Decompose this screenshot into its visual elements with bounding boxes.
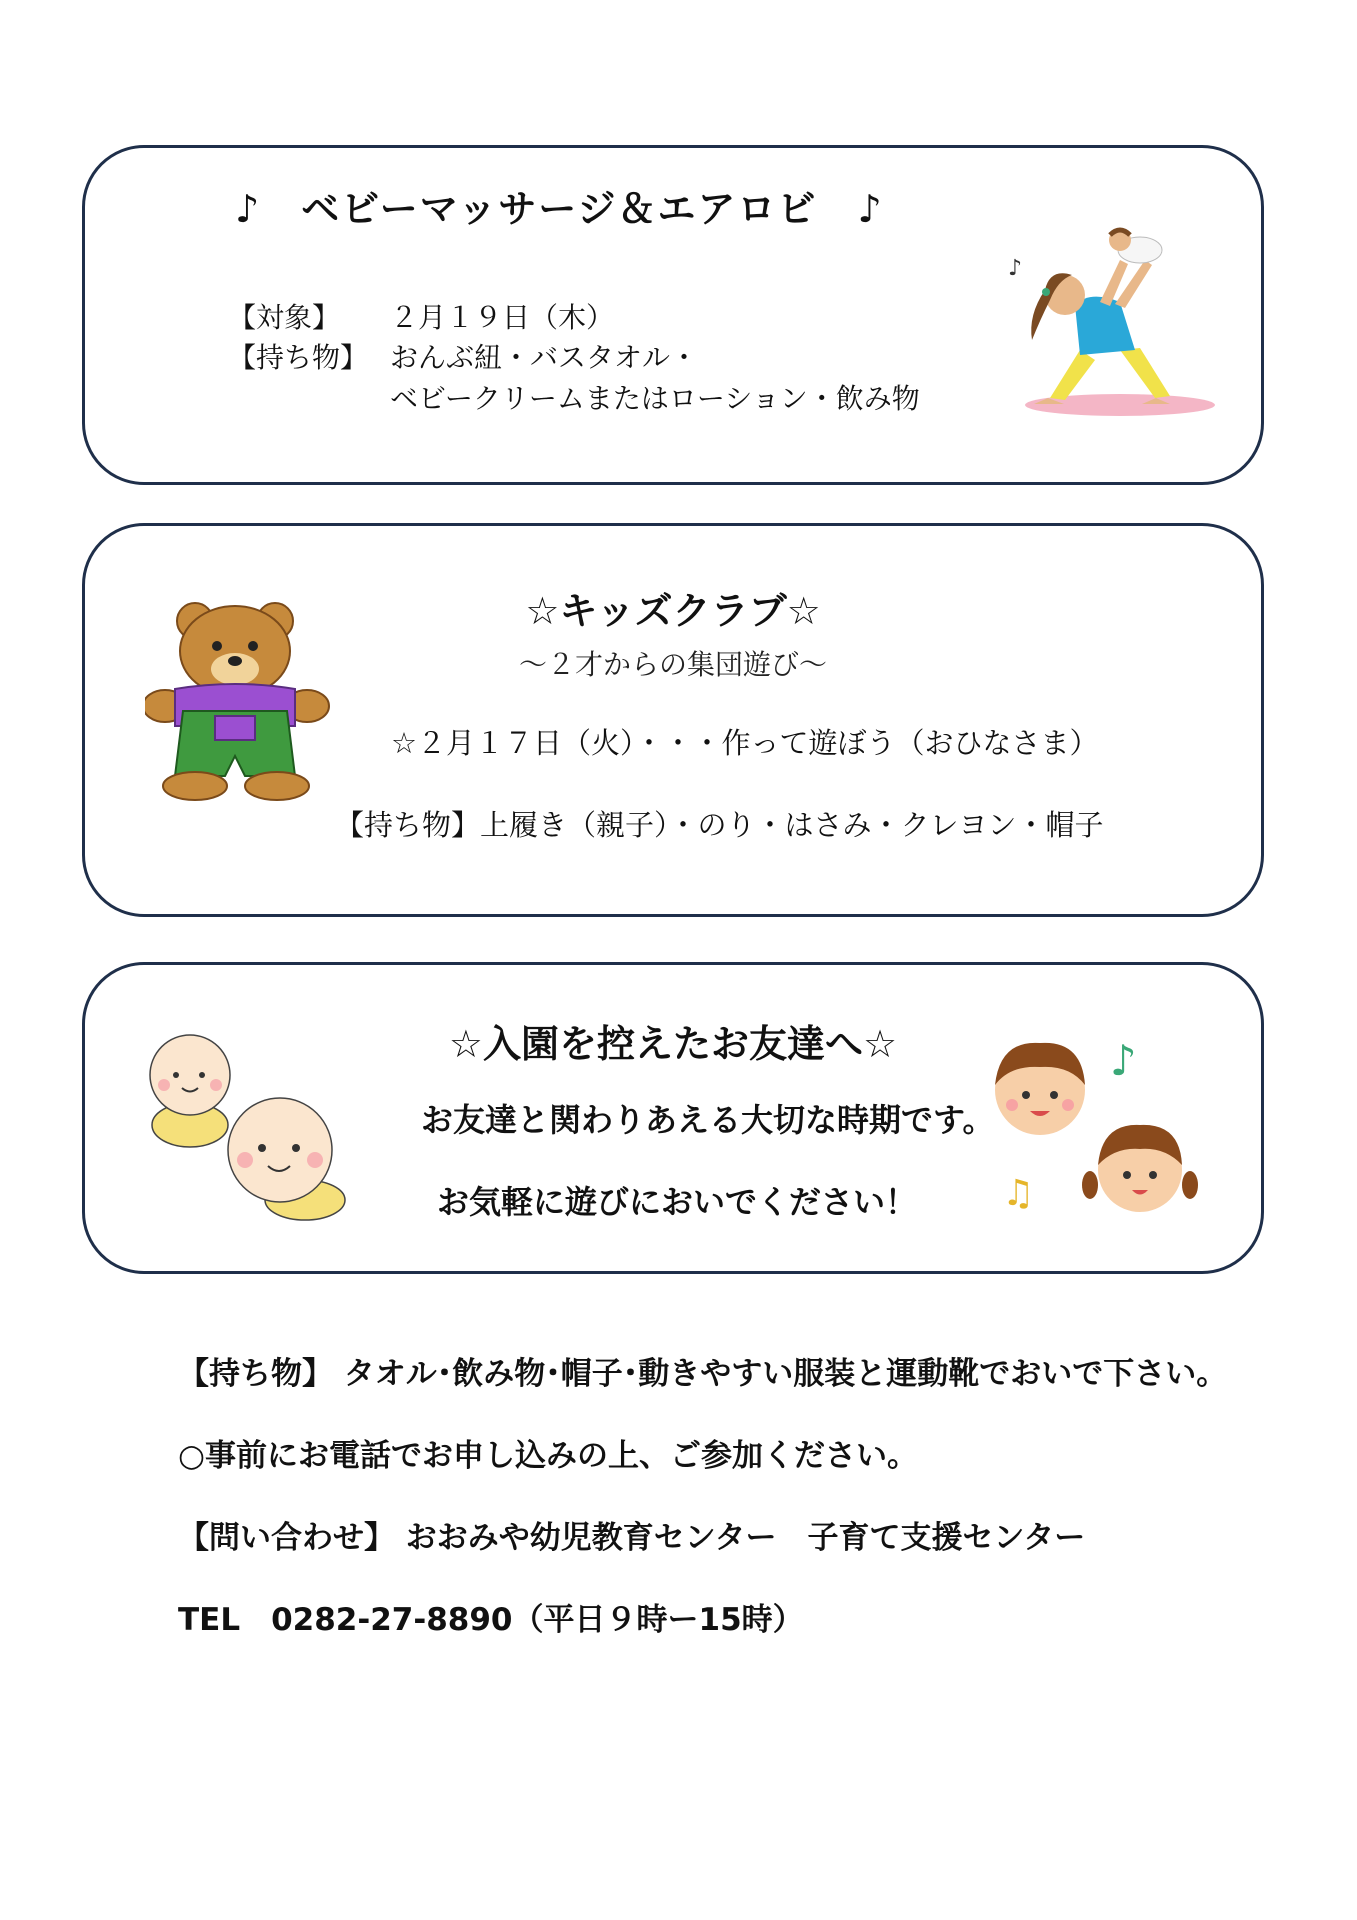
yellow-music-note-icon: ♫ <box>1002 1173 1035 1214</box>
teddy-bear-illustration <box>145 601 360 811</box>
kids-club-event: ☆２月１７日（火）・・・作って遊ぼう（おひなさま） <box>391 726 1099 760</box>
items-line1: おんぶ紐・バスタオル・ <box>390 341 699 374</box>
kids-club-title: ☆キッズクラブ☆ <box>525 589 821 633</box>
pre-school-line2: お気軽に遊びにおいでください！ <box>437 1183 918 1221</box>
info-apply: ○事前にお電話でお申し込みの上、ご参加ください。 <box>178 1438 919 1474</box>
pre-school-line1: お友達と関わりあえる大切な時期です。 <box>421 1101 995 1139</box>
pre-school-box <box>82 962 1264 1274</box>
kids-club-items: 【持ち物】上履き（親子）・のり・はさみ・クレヨン・帽子 <box>335 808 1104 842</box>
target-label: 【対象】 <box>228 301 341 334</box>
mother-baby-illustration <box>970 220 1260 420</box>
baby-massage-title: ♪ ベビーマッサージ＆エアロビ ♪ <box>235 187 884 231</box>
babies-illustration <box>140 1030 380 1230</box>
svg-text:♪: ♪ <box>1008 256 1023 281</box>
target-value: ２月１９日（木） <box>390 301 615 334</box>
kids-club-box <box>82 523 1264 917</box>
info-contact: 【問い合わせ】 おおみや幼児教育センター 子育て支援センター <box>178 1520 1086 1556</box>
baby-massage-box <box>82 145 1264 485</box>
items-line2: ベビークリームまたはローション・飲み物 <box>390 382 920 415</box>
pre-school-title: ☆入園を控えたお友達へ☆ <box>448 1022 898 1066</box>
green-music-note-icon: ♪ <box>1110 1036 1137 1085</box>
info-items: 【持ち物】 タオル･飲み物･帽子･動きやすい服装と運動靴でおいで下さい。 <box>178 1356 1228 1392</box>
kids-faces-illustration <box>990 1035 1220 1235</box>
items-label: 【持ち物】 <box>228 341 369 374</box>
info-tel: TEL 0282-27-8890（平日９時ー15時） <box>178 1602 804 1638</box>
kids-club-subtitle: ～２才からの集団遊び～ <box>518 648 827 681</box>
